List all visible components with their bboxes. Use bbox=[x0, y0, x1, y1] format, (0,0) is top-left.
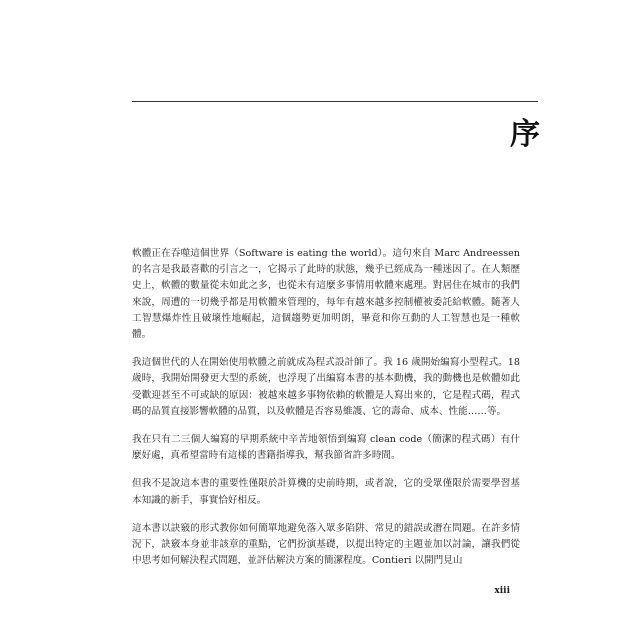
paragraph-3: 我在只有二三個人編寫的早期系統中辛苦地領悟到編寫 clean code（簡潔的程式碼）有什麼好處，真希望當時有這樣的書籍指導我，幫我節省許多時間。 bbox=[132, 434, 520, 462]
paragraph-4: 但我不是說這本書的重要性僅限於計算機的史前時期，或者說，它的受眾僅限於需要學習基本知識的新手，事實恰好相反。 bbox=[132, 478, 520, 506]
page-number: xiii bbox=[494, 586, 510, 596]
body-text bbox=[132, 246, 520, 581]
header-rule bbox=[132, 101, 538, 102]
paragraph-1: 軟體正在吞噬這個世界（Software is eating the world）。這句來自 Marc Andreessen 的名言是我最喜歡的引言之一，它揭示了此時的狀態，幾乎已經成為一種迷因了。在人類歷史上，軟體的數量從未如此之多，也從未有這麼多事情用軟體來處理。對居住在城市的我們來說，周遭的一切幾乎都是用軟體來管理的，每年有越來越多控制權被委託給軟體。隨著人工智慧爆炸性且破壞性地崛起，這個趨勢更加明朗，畢竟和你互動的人工智慧也是一種軟體。 bbox=[132, 248, 520, 341]
paragraph-5: 這本書以訣竅的形式教你如何簡單地避免落入眾多陷阱、常見的錯誤或潛在問題。在許多情況下，訣竅本身並非該章的重點，它們扮演基礎，以提出特定的主題並加以討論，讓我們從中思考如何解決程式問題，並評估解決方案的簡潔程度。Contieri 以開門見山 bbox=[132, 522, 520, 567]
chapter-title: 序 bbox=[510, 117, 540, 152]
paragraph-2: 我這個世代的人在開始使用軟體之前就成為程式設計師了。我 16 歲開始編寫小型程式。18 歲時，我開始開發更大型的系統，也浮現了出編寫本書的基本動機，我的動機也是軟體如此受歡迎甚至不可或缺的原因：被越來越多事物依賴的軟體是人寫出來的，它是程式碼，程式碼的品質直接影響軟體的品質，以及軟體是否容易維護、它的壽命、成本、性能……等。 bbox=[132, 357, 520, 417]
